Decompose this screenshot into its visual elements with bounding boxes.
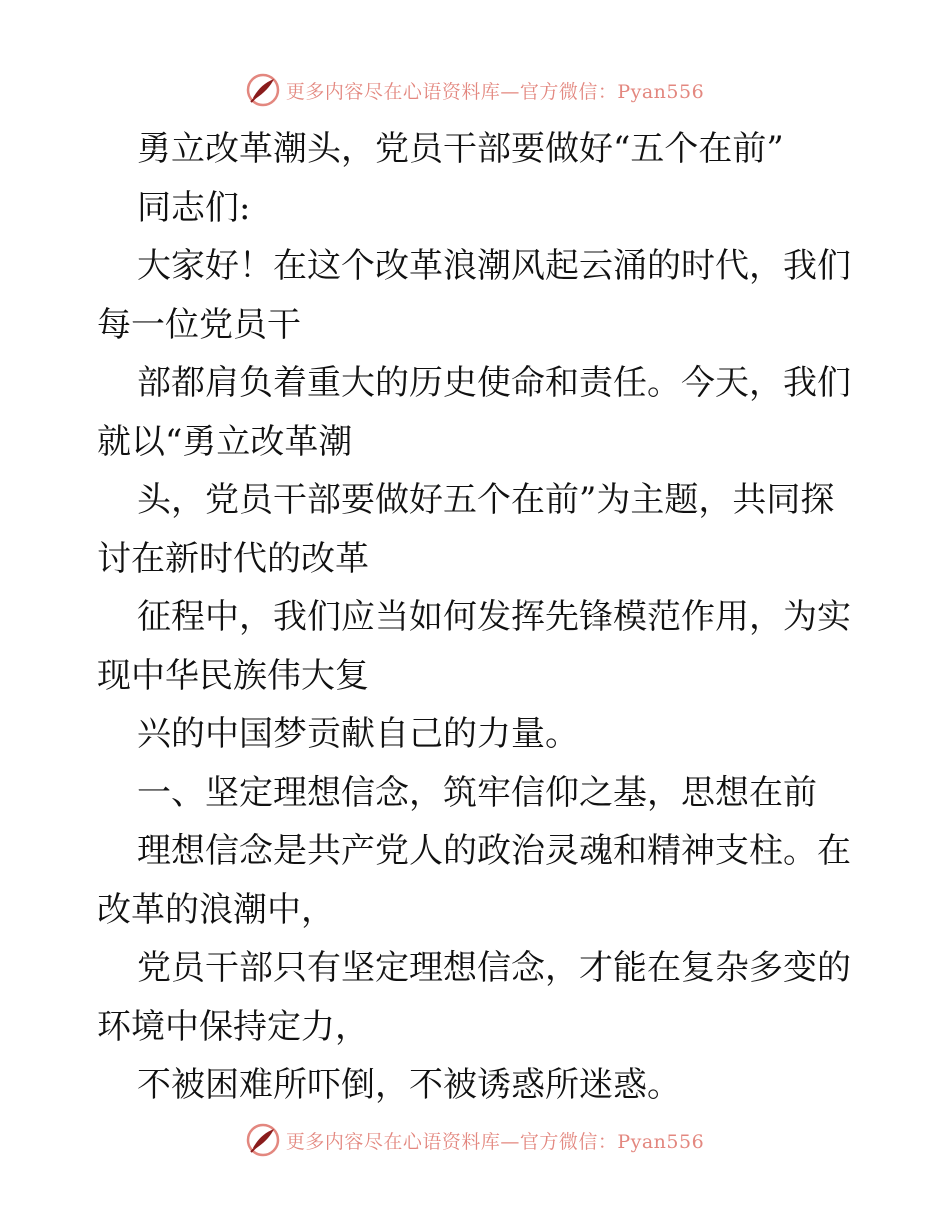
quill-logo-icon: [246, 1123, 280, 1157]
text-line: 讨在新时代的改革: [97, 538, 369, 579]
text-line: 一、坚定理想信念，筑牢信仰之基，思想在前: [137, 772, 817, 813]
text-line: 同志们:: [137, 187, 251, 228]
text-line: 不被困难所吓倒，不被诱惑所迷惑。: [137, 1065, 681, 1105]
text-line: 环境中保持定力，: [97, 1006, 369, 1047]
watermark-text: 更多内容尽在心语资料库—官方微信：Pyan556: [285, 1130, 705, 1153]
text-line: 勇立改革潮头，党员干部要做好“五个在前”: [137, 129, 784, 169]
text-line: 征程中，我们应当如何发挥先锋模范作用，为实: [137, 597, 851, 637]
text-line: 头，党员干部要做好五个在前”为主题，共同探: [137, 480, 835, 520]
quill-logo-icon: [246, 73, 280, 107]
text-line: 部都肩负着重大的历史使命和责任。今天，我们: [137, 363, 851, 403]
footer-watermark: [0, 1120, 950, 1160]
header-watermark: [0, 70, 950, 110]
document-body: [97, 120, 857, 1115]
text-line: 每一位党员干: [97, 304, 301, 345]
watermark-text: 更多内容尽在心语资料库—官方微信：Pyan556: [285, 80, 705, 103]
text-line: 理想信念是共产党人的政治灵魂和精神支柱。在: [137, 831, 851, 871]
text-line: 现中华民族伟大复: [97, 655, 369, 696]
text-line: 兴的中国梦贡献自己的力量。: [137, 714, 579, 754]
text-line: 党员干部只有坚定理想信念，才能在复杂多变的: [137, 948, 851, 988]
text-line: 就以“勇立改革潮: [97, 421, 353, 462]
text-line: 改革的浪潮中，: [97, 889, 335, 930]
text-line: 大家好！在这个改革浪潮风起云涌的时代，我们: [137, 246, 851, 286]
